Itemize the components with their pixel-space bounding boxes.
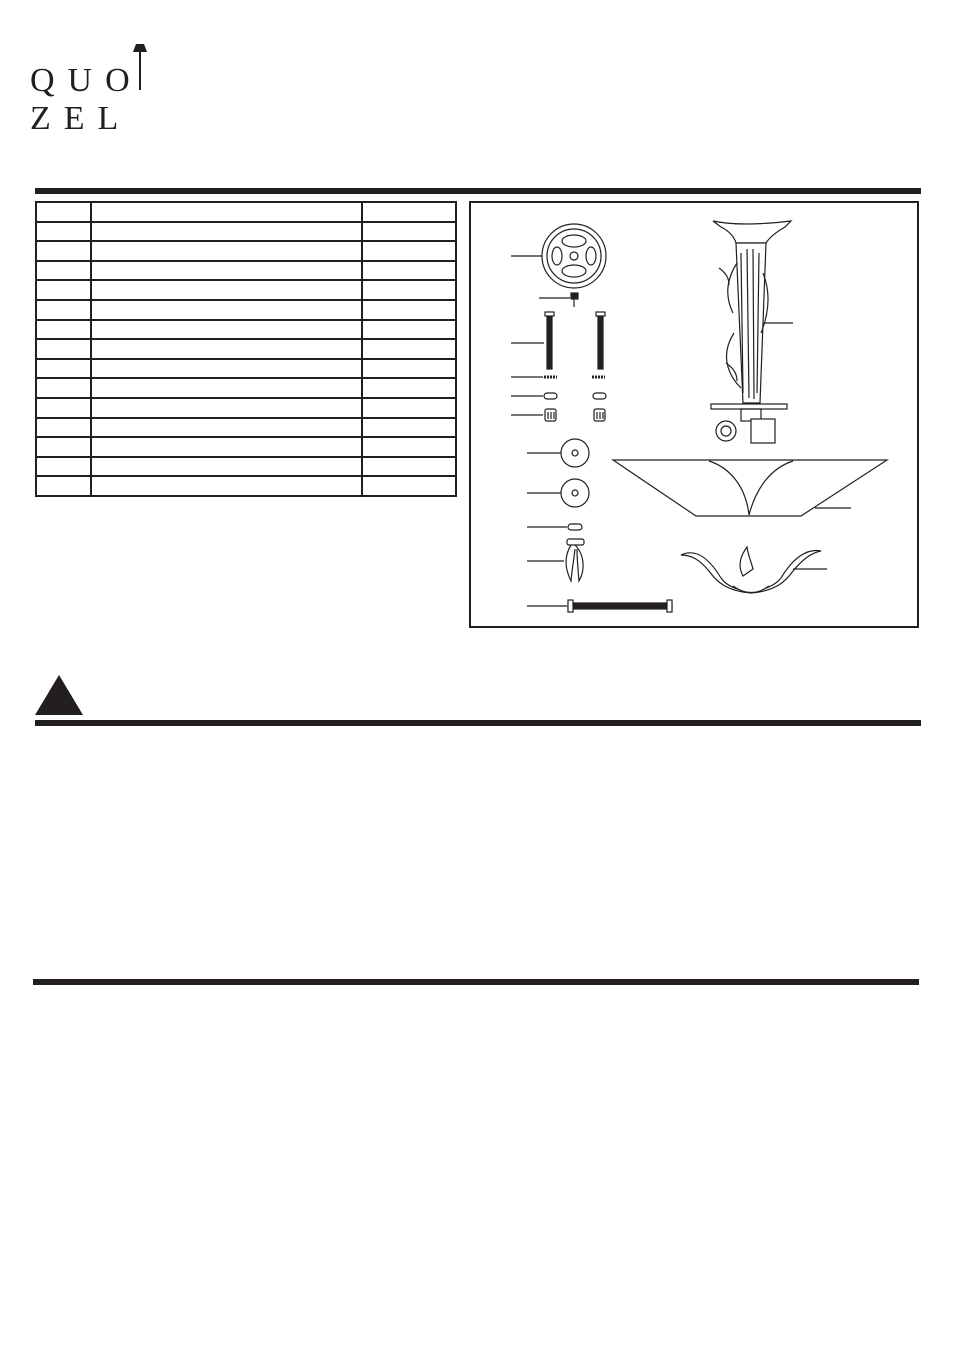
parts-table-cell: [36, 339, 91, 359]
parts-table-cell: [36, 398, 91, 418]
parts-table-cell: [91, 222, 362, 242]
parts-table-cell: [91, 202, 362, 222]
parts-table-cell: [36, 476, 91, 496]
parts-table-row: [36, 359, 456, 379]
ground-screw: [539, 293, 578, 307]
parts-table-row: [36, 398, 456, 418]
parts-table-cell: [362, 418, 456, 438]
parts-table-cell: [362, 320, 456, 340]
parts-table-cell: [36, 261, 91, 281]
parts-table-cell: [91, 437, 362, 457]
parts-table-row: [36, 222, 456, 242]
quoizel-logo: [30, 40, 240, 137]
fixture-body: [711, 221, 793, 443]
parts-table-row: [36, 378, 456, 398]
parts-table-row: [36, 300, 456, 320]
parts-table-cell: [362, 398, 456, 418]
leaf-canopy: [681, 547, 827, 593]
parts-table-cell: [91, 300, 362, 320]
threaded-rod: [527, 600, 672, 612]
parts-table-cell: [91, 320, 362, 340]
coupling: [527, 524, 582, 530]
warning-rule: [35, 720, 921, 726]
parts-table-cell: [36, 202, 91, 222]
parts-table-cell: [362, 202, 456, 222]
parts-table-cell: [362, 339, 456, 359]
parts-table-row: [36, 202, 456, 222]
header-rule: [35, 188, 921, 194]
parts-table: [35, 201, 457, 497]
parts-table-cell: [36, 300, 91, 320]
parts-table-cell: [91, 476, 362, 496]
parts-table-cell: [91, 457, 362, 477]
washer-large: [527, 439, 589, 467]
parts-table-cell: [36, 437, 91, 457]
parts-table-row: [36, 476, 456, 496]
parts-table-cell: [36, 280, 91, 300]
parts-table-row: [36, 241, 456, 261]
parts-table-cell: [362, 280, 456, 300]
parts-table-cell: [36, 457, 91, 477]
parts-table-cell: [362, 378, 456, 398]
parts-table-row: [36, 339, 456, 359]
parts-table-cell: [91, 359, 362, 379]
parts-table-cell: [362, 457, 456, 477]
parts-table-cell: [91, 261, 362, 281]
warning-triangle-icon: [34, 674, 84, 716]
parts-table-cell: [91, 398, 362, 418]
parts-table-cell: [362, 437, 456, 457]
parts-table-cell: [36, 222, 91, 242]
parts-table-row: [36, 418, 456, 438]
washer-small: [527, 479, 589, 507]
mounting-plate: [511, 224, 606, 288]
brand-letters: QUO: [30, 62, 143, 99]
section-rule: [33, 979, 919, 985]
parts-table-cell: [36, 418, 91, 438]
parts-table-row: [36, 261, 456, 281]
mounting-screws: [511, 312, 605, 369]
parts-table-cell: [362, 241, 456, 261]
parts-table-row: [36, 437, 456, 457]
parts-table-cell: [36, 241, 91, 261]
parts-table-cell: [91, 418, 362, 438]
parts-table-cell: [362, 476, 456, 496]
parts-table-row: [36, 320, 456, 340]
parts-table-cell: [36, 378, 91, 398]
glass-shade: [613, 460, 887, 516]
parts-table-row: [36, 280, 456, 300]
parts-table-row: [36, 457, 456, 477]
parts-table-cell: [91, 378, 362, 398]
parts-table-cell: [362, 359, 456, 379]
finial: [527, 539, 584, 581]
parts-table-cell: [91, 339, 362, 359]
parts-table-cell: [362, 300, 456, 320]
parts-table-cell: [362, 222, 456, 242]
cap-nuts: [511, 409, 605, 421]
parts-table-cell: [36, 359, 91, 379]
hex-nuts: [511, 393, 606, 399]
parts-table-cell: [91, 280, 362, 300]
brand-name: QUOZEL: [30, 62, 143, 137]
parts-table-cell: [36, 320, 91, 340]
parts-diagram: [469, 201, 919, 628]
parts-table-cell: [362, 261, 456, 281]
parts-illustration: [471, 203, 921, 630]
parts-table-cell: [91, 241, 362, 261]
